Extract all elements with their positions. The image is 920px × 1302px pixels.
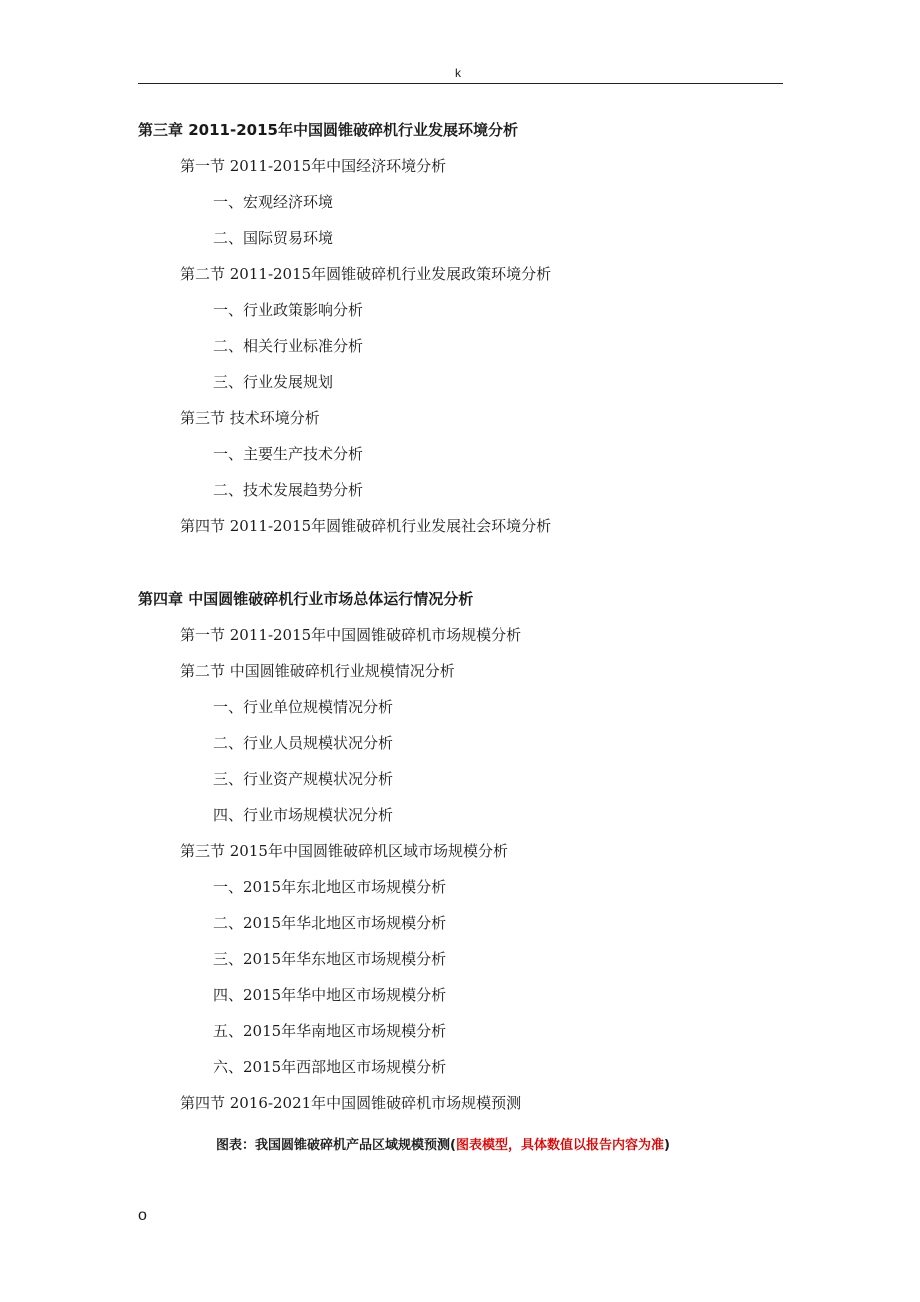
chapter-4-section-2-item-3: 三、行业资产规模状况分析	[213, 770, 394, 788]
chapter-3-section-2-item-1: 一、行业政策影响分析	[213, 301, 364, 319]
chapter-3-section-3: 第三节 技术环境分析	[180, 409, 320, 427]
header-divider	[138, 83, 783, 84]
chapter-4-section-4: 第四节 2016-2021年中国圆锥破碎机市场规模预测	[180, 1094, 522, 1112]
chapter-3-section-2-item-2: 二、相关行业标准分析	[213, 337, 364, 355]
chapter-3-section-1-item-2: 二、国际贸易环境	[213, 229, 334, 247]
chapter-4-section-3-item-1: 一、2015年东北地区市场规模分析	[213, 878, 447, 896]
chapter-3-title: 第三章 2011-2015年中国圆锥破碎机行业发展环境分析	[138, 121, 518, 139]
page-footer-mark: o	[138, 1207, 147, 1224]
figure-caption-close: )	[663, 1138, 670, 1153]
chapter-3-section-3-item-1: 一、主要生产技术分析	[213, 445, 364, 463]
chapter-3-section-3-item-2: 二、技术发展趋势分析	[213, 481, 364, 499]
chapter-4-section-1: 第一节 2011-2015年中国圆锥破碎机市场规模分析	[180, 626, 522, 644]
figure-caption-main: 图表：我国圆锥破碎机产品区域规模预测(	[216, 1138, 456, 1153]
chapter-4-section-2: 第二节 中国圆锥破碎机行业规模情况分析	[180, 662, 455, 680]
chapter-3-section-1: 第一节 2011-2015年中国经济环境分析	[180, 157, 447, 175]
chapter-3-section-2-item-3: 三、行业发展规划	[213, 373, 334, 391]
chapter-3-section-4: 第四节 2011-2015年圆锥破碎机行业发展社会环境分析	[180, 517, 552, 535]
chapter-4-section-2-item-1: 一、行业单位规模情况分析	[213, 698, 394, 716]
chapter-4-section-3-item-3: 三、2015年华东地区市场规模分析	[213, 950, 447, 968]
chapter-4-section-2-item-2: 二、行业人员规模状况分析	[213, 734, 394, 752]
chapter-4-section-2-item-4: 四、行业市场规模状况分析	[213, 806, 394, 824]
chapter-4-section-3-item-5: 五、2015年华南地区市场规模分析	[213, 1022, 447, 1040]
figure-caption-note: 图表模型，具体数值以报告内容为准	[455, 1138, 664, 1153]
chapter-4-section-3-item-4: 四、2015年华中地区市场规模分析	[213, 986, 447, 1004]
chapter-4-section-3-item-6: 六、2015年西部地区市场规模分析	[213, 1058, 447, 1076]
chapter-3-section-1-item-1: 一、宏观经济环境	[213, 193, 334, 211]
chapter-4-section-3-item-2: 二、2015年华北地区市场规模分析	[213, 914, 447, 932]
page-header-mark: k	[455, 66, 461, 80]
chapter-4-section-3: 第三节 2015年中国圆锥破碎机区域市场规模分析	[180, 842, 508, 860]
chapter-4-title: 第四章 中国圆锥破碎机行业市场总体运行情况分析	[138, 590, 474, 608]
chapter-3-section-2: 第二节 2011-2015年圆锥破碎机行业发展政策环境分析	[180, 265, 552, 283]
figure-caption	[216, 1137, 670, 1155]
